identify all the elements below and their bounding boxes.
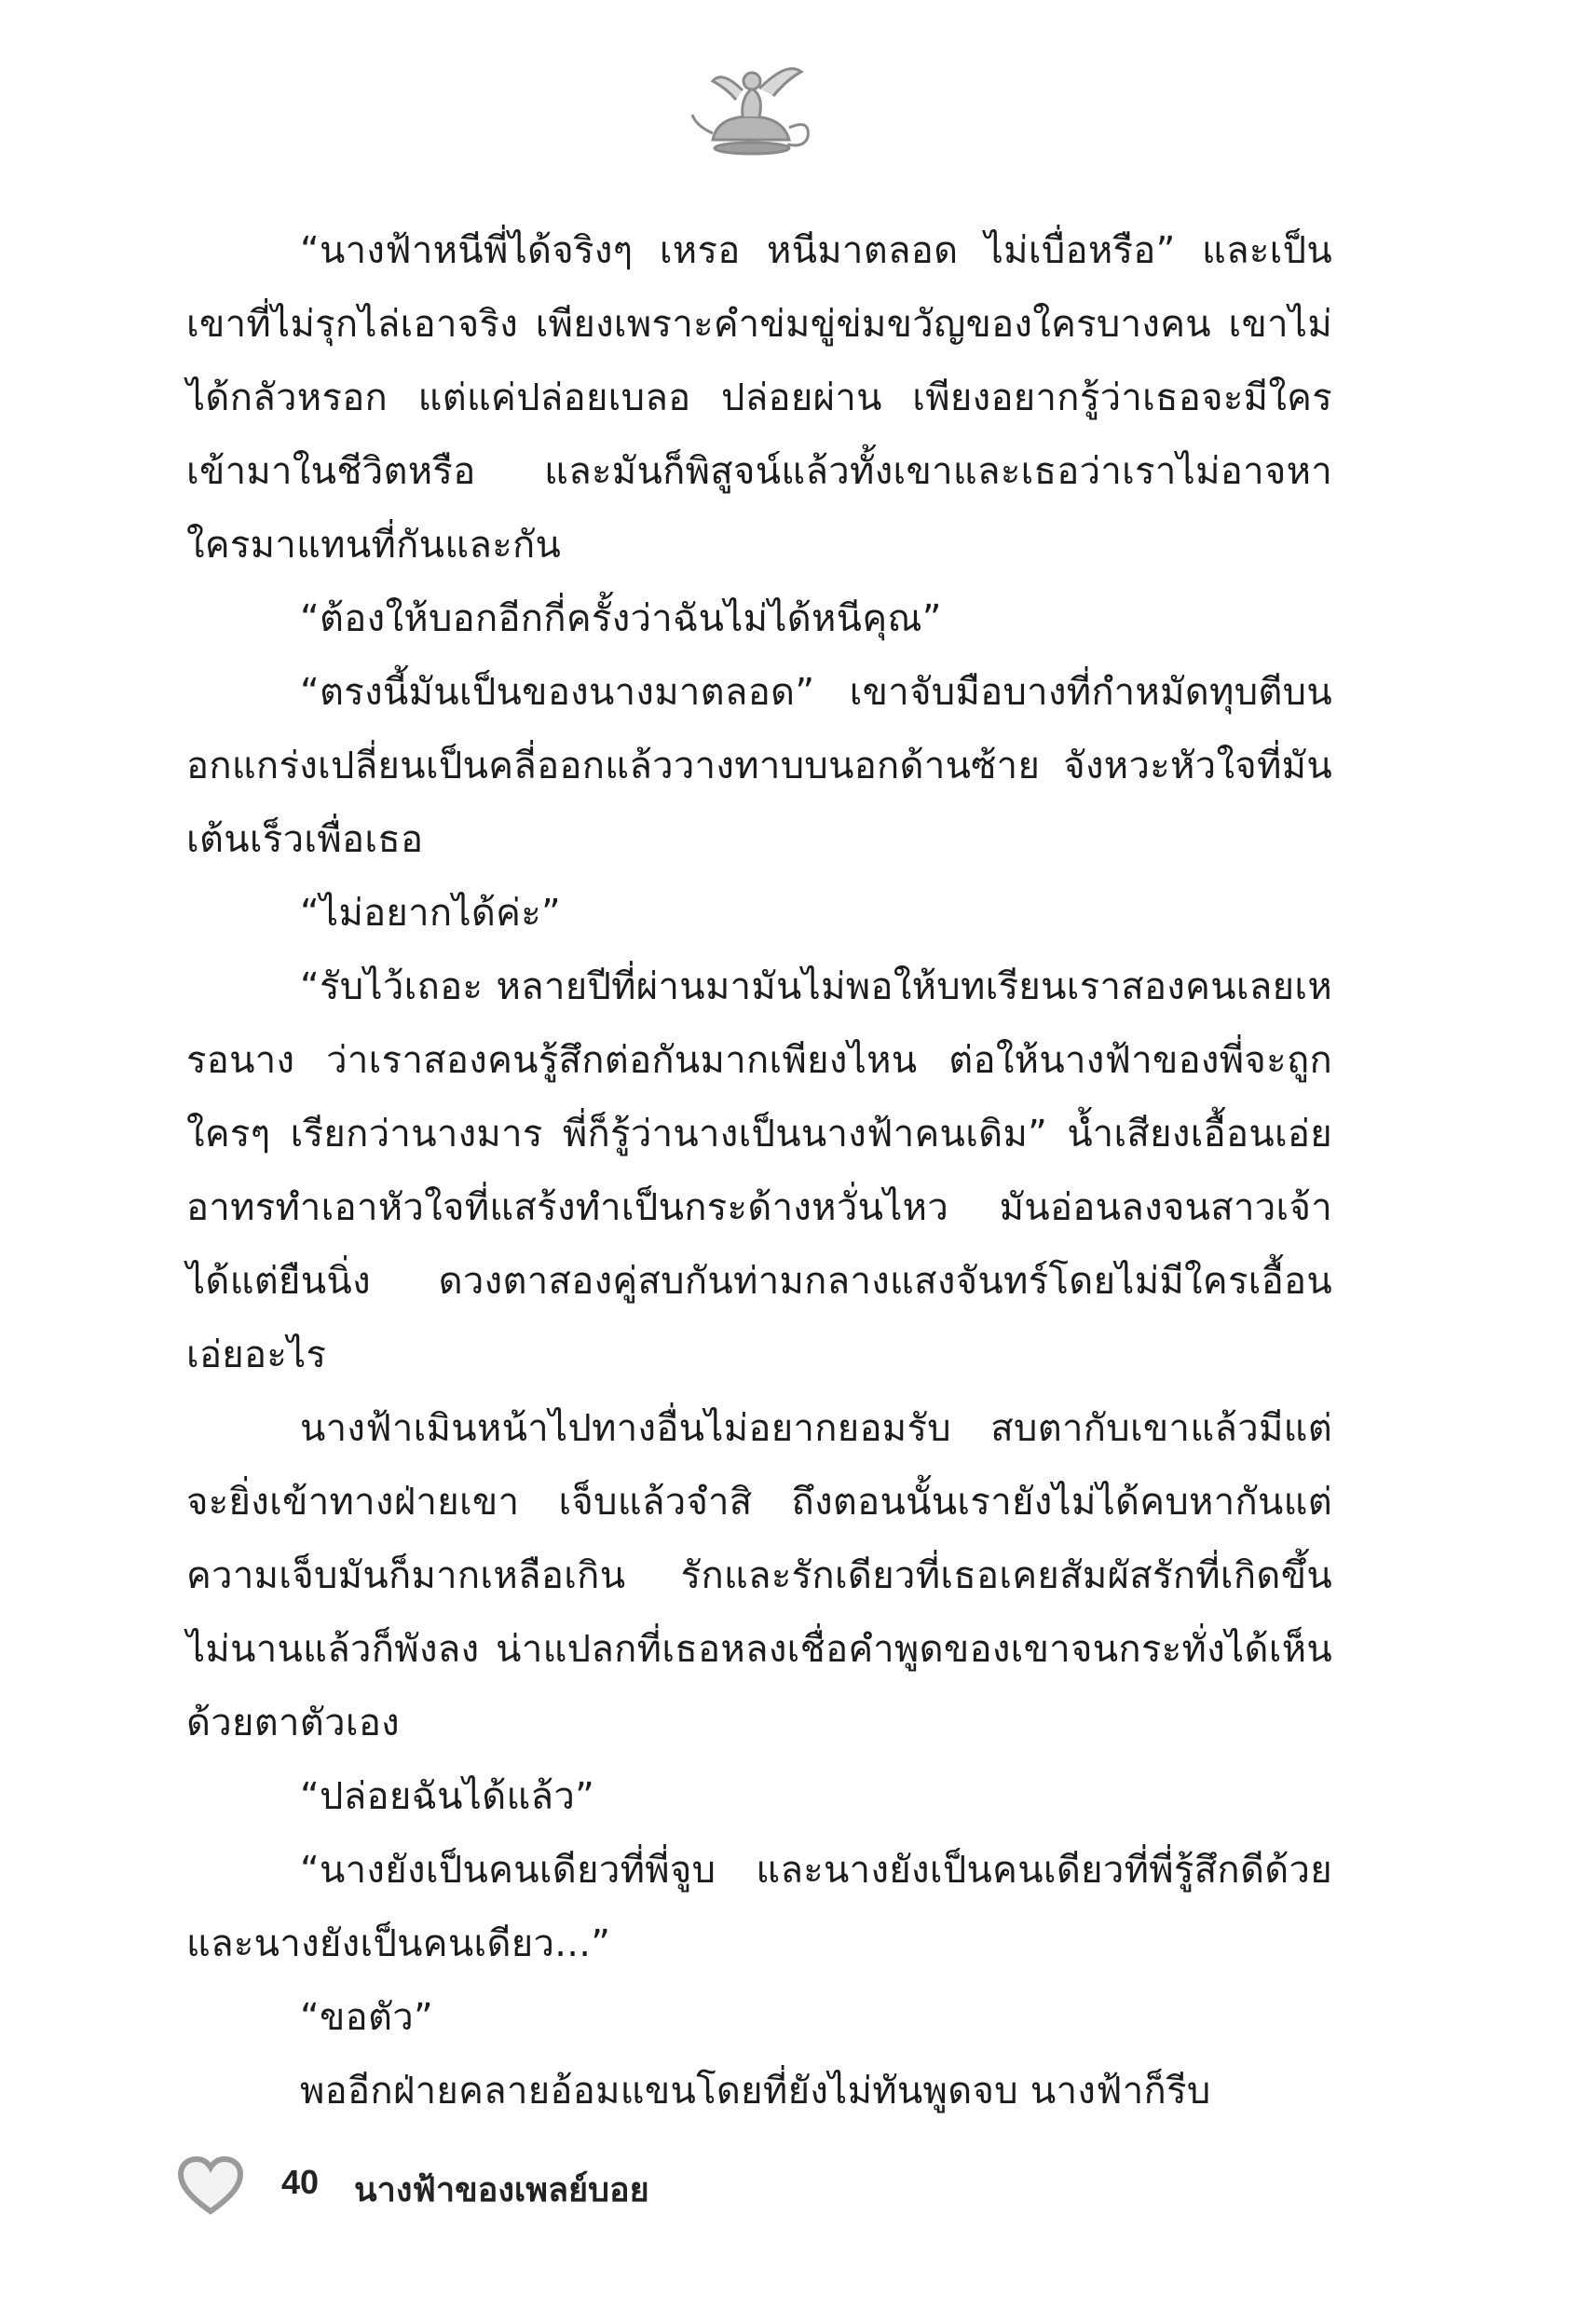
book-title: นางฟ้าของเพลย์บอย xyxy=(354,2171,649,2209)
paragraph: “ไม่อยากได้ค่ะ” xyxy=(300,892,562,935)
paragraph: “ต้องให้บอกอีกกี่ครั้งว่าฉันไม่ได้หนีคุณ” xyxy=(300,597,942,640)
paragraph: “นางยังเป็นคนเดียวที่พี่จูบ และนางยังเป็นคนเดียวที่พี่รู้สึกดีด้วยและนางยังเป็นคนเดียว...” xyxy=(186,1849,1332,1965)
page-footer xyxy=(177,2148,1016,2232)
page-number: 40 xyxy=(281,2163,320,2201)
paragraph: “รับไว้เถอะ หลายปีที่ผ่านมามันไม่พอให้บทเรียนเราสองคนเลยเหรอนาง ว่าเราสองคนรู้สึกต่อกันมากเพียงไหน ต่อให้นางฟ้าของพี่จะถูกใครๆ เรียกว่านางมาร พี่ก็รู้ว่านางเป็นนางฟ้าคนเดิม” น้ำเสียงเอื้อนเอ่ยอาทรทำเอาหัวใจที่แสร้งทำเป็นกระด้างหวั่นไหว มันอ่อนลงจนสาวเจ้าได้แต่ยืนนิ่ง ดวงตาสองคู่สบกันท่ามกลางแสงจันทร์โดยไม่มีใครเอื้อนเอ่ยอะไร xyxy=(186,965,1332,1376)
paragraph: “ตรงนี้มันเป็นของนางมาตลอด” เขาจับมือบางที่กำหมัดทุบตีบนอกแกร่งเปลี่ยนเป็นคลี่ออกแล้ววางทาบบนอกด้านซ้าย จังหวะหัวใจที่มันเต้นเร็วเพื่อเธอ xyxy=(186,671,1332,861)
heart-icon xyxy=(177,2155,244,2217)
paragraph: “นางฟ้าหนีพี่ได้จริงๆ เหรอ หนีมาตลอด ไม่เบื่อหรือ” และเป็นเขาที่ไม่รุกไล่เอาจริง เพียงเพราะคำข่มขู่ข่มขวัญของใครบางคน เขาไม่ได้กลัวหรอก แต่แค่ปล่อยเบลอ ปล่อยผ่าน เพียงอยากรู้ว่าเธอจะมีใครเข้ามาในชีวิตหรือ และมันก็พิสูจน์แล้วทั้งเขาและเธอว่าเราไม่อาจหาใครมาแทนที่กันและกัน xyxy=(186,229,1332,567)
body-text xyxy=(186,214,1332,2128)
paragraph: พออีกฝ่ายคลายอ้อมแขนโดยที่ยังไม่ทันพูดจบ นางฟ้าก็รีบ xyxy=(300,2070,1211,2113)
angel-teapot-ornament-icon xyxy=(685,51,825,161)
paragraph: “ขอตัว” xyxy=(300,1996,434,2039)
paragraph: นางฟ้าเมินหน้าไปทางอื่นไม่อยากยอมรับ สบตากับเขาแล้วมีแต่จะยิ่งเข้าทางฝ่ายเขา เจ็บแล้วจำสิ ถึงตอนนั้นเรายังไม่ได้คบหากันแต่ความเจ็บมันก็มากเหลือเกิน รักและรักเดียวที่เธอเคยสัมผัสรักที่เกิดขึ้นไม่นานแล้วก็พังลง น่าแปลกที่เธอหลงเชื่อคำพูดของเขาจนกระทั่งได้เห็นด้วยตาตัวเอง xyxy=(186,1407,1332,1744)
paragraph: “ปล่อยฉันได้แล้ว” xyxy=(300,1775,595,1818)
